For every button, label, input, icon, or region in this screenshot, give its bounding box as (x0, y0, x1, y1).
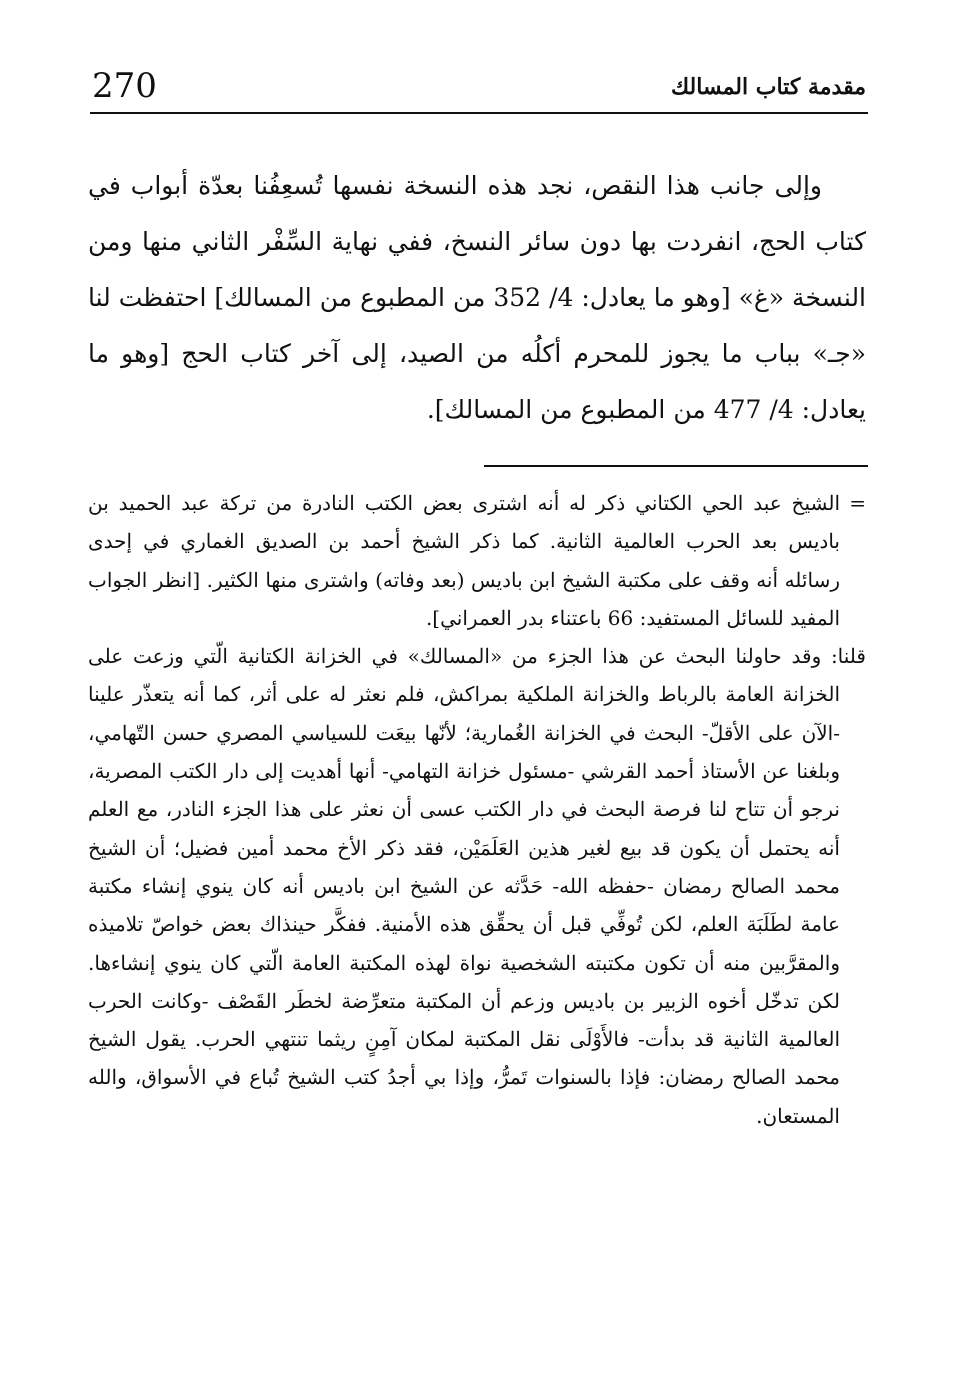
body-paragraph: وإلى جانب هذا النقص، نجد هذه النسخة نفسها تُسعِفُنا بعدّة أبواب في كتاب الحج، انفردت بها دون سائر النسخ، ففي نهاية السِّفْر الثاني منها ومن النسخة «غ» [وهو ما يعادل: 4/ 352 من المطبوع من المسالك] احتفظت لنا «جـ» بباب ما يجوز للمحرم أكلُه من الصيد، إلى آخر كتاب الحج [وهو ما يعادل: 4/ 477 من المطبوع من المسالك]. (88, 171, 867, 424)
footnote-continuation (88, 484, 866, 637)
running-head (90, 62, 866, 112)
running-title: مقدمة كتاب المسالك (671, 74, 866, 100)
footnote-continuation-marker: = (849, 491, 866, 515)
footnotes (88, 484, 866, 1135)
main-text (88, 158, 866, 438)
footnote-paragraph: قلنا: وقد حاولنا البحث عن هذا الجزء من «المسالك» في الخزانة الكتانية الّتي وزعت على الخزانة العامة بالرباط والخزانة الملكية بمراكش، فلم نعثر له على أثر، كما أنه يتعذّر علينا -الآن على الأقلّ- البحث في الخزانة الغُمارية؛ لأنّها بيعَت للسياسي المصري حسن التّهامي، وبلغنا عن الأستاذ أحمد القرشي -مسئول خزانة التهامي- أنها أهديت إلى دار الكتب المصرية، نرجو أن تتاح لنا فرصة البحث في دار الكتب عسى أن نعثر على هذا الجزء النادر، مع العلم أنه يحتمل أن يكون قد بيع لغير هذين العَلَمَيْن، فقد ذكر الأخ محمد أمين فضيل؛ أن الشيخ محمد الصالح رمضان -حفظه الله- حَدَّثه عن الشيخ ابن باديس أنه كان ينوي إنشاء مكتبة عامة لطَلَبَة العلم، لكن تُوفِّي قبل أن يحقِّق هذه الأمنية. ففكَّر حينذاك بعض خواصّ تلاميذه والمقرَّبين منه أن تكون مكتبته الشخصية نواة لهذه المكتبة العامة الّتي كان ينوي إنشاءها. لكن تدخّل أخوه الزبير بن باديس وزعم أن المكتبة متعرِّضة لخطَر القَصْف -وكانت الحرب العالمية الثانية قد بدأت- فالأَوْلَى نقل المكتبة لمكان آمِنٍ ريثما تنتهي الحرب. يقول الشيخ محمد الصالح رمضان: فإذا بالسنوات تَمرُّ، وإذا بي أجدُ كتب الشيخ تُباع في الأسواق، والله المستعان. (88, 644, 866, 1128)
header-rule (90, 112, 868, 114)
footnote-separator (484, 465, 868, 467)
page-number: 270 (92, 66, 157, 106)
footnote-continuation-text: الشيخ عبد الحي الكتاني ذكر له أنه اشترى بعض الكتب النادرة من تركة عبد الحميد بن باديس بعد الحرب العالمية الثانية. كما ذكر الشيخ أحمد بن الصديق الغماري في إحدى رسائله أنه وقف على مكتبة الشيخ ابن باديس (بعد وفاته) واشترى منها الكثير. [انظر الجواب المفيد للسائل المستفيد: 66 باعتناء بدر العمراني]. (88, 491, 840, 630)
